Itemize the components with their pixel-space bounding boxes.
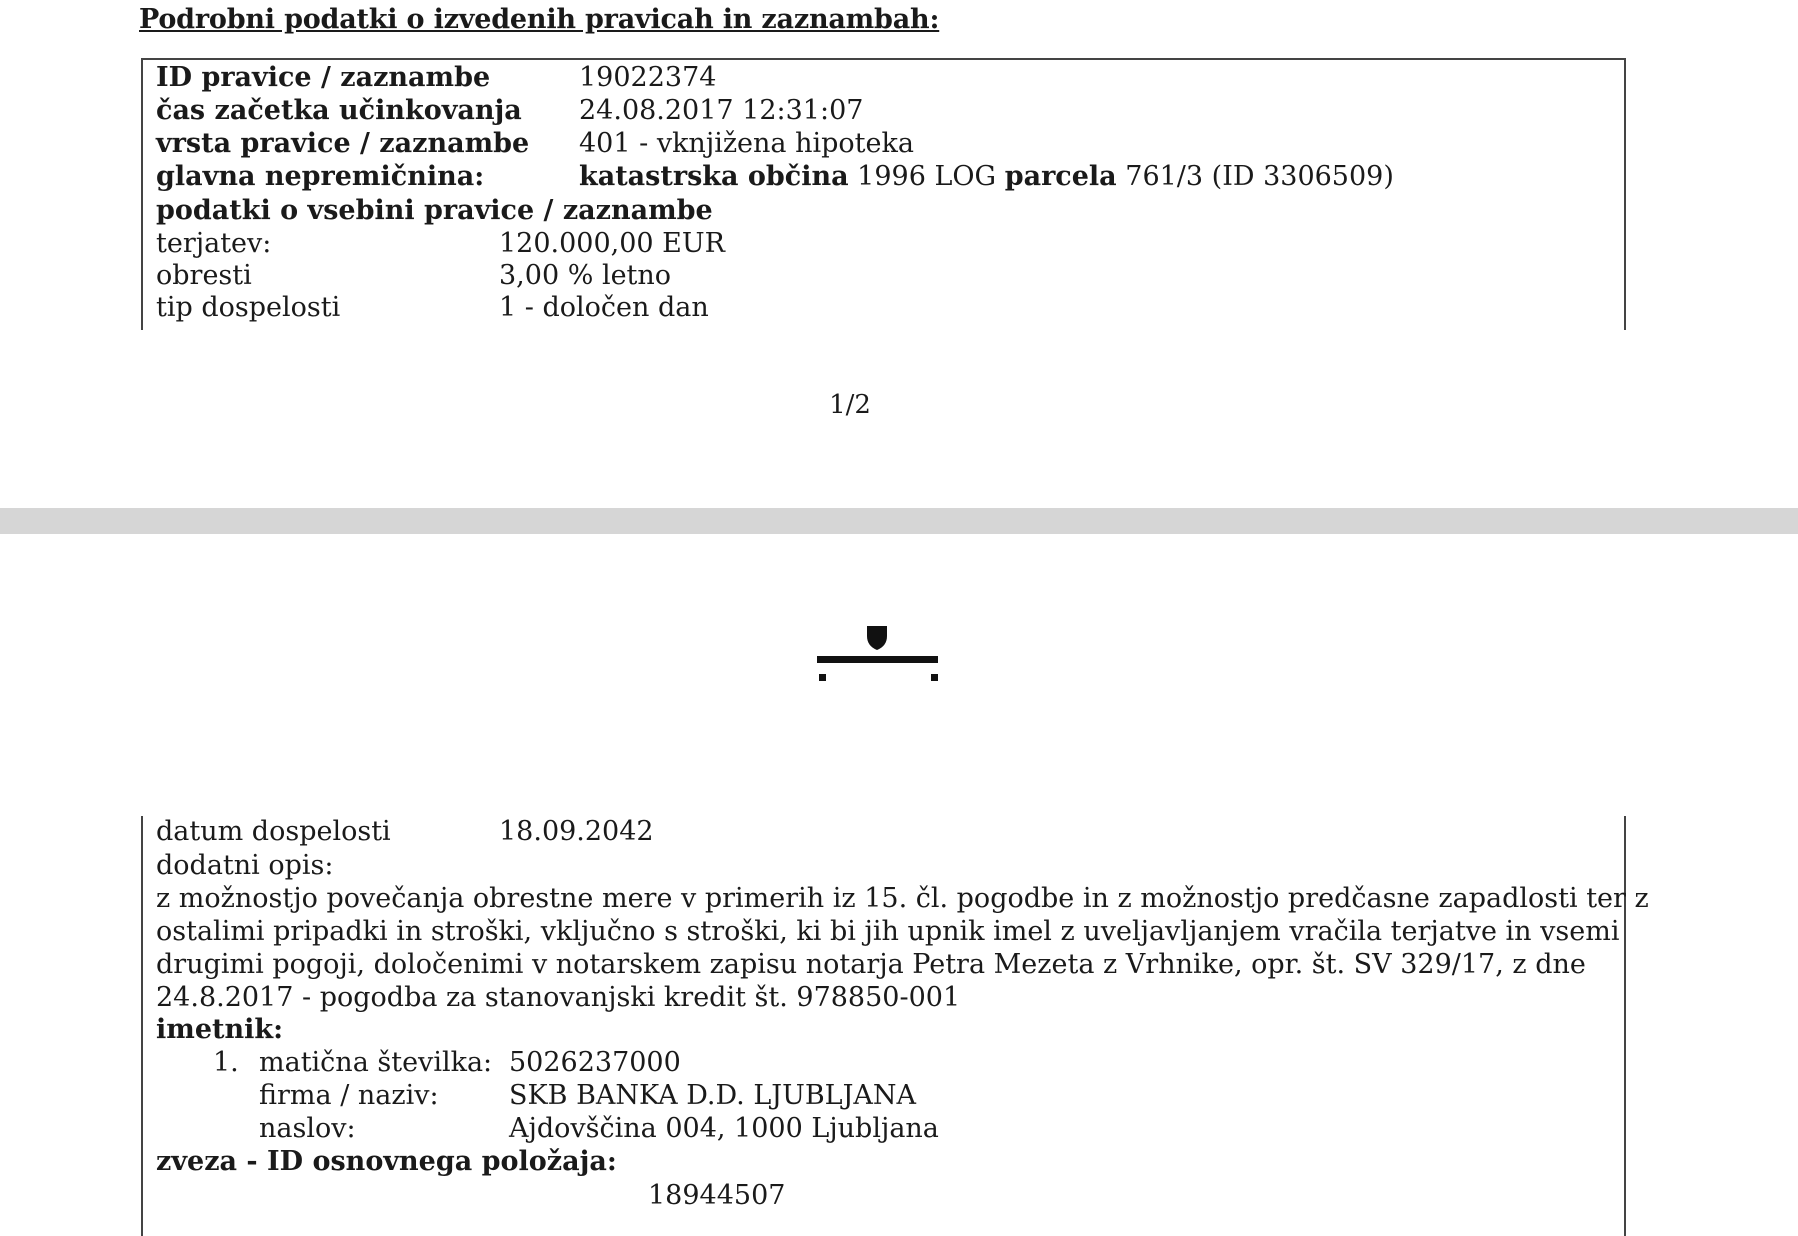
parcel-label: parcela — [1004, 161, 1117, 192]
right-type-label: vrsta pravice / zaznambe — [156, 128, 530, 159]
right-type-value: 401 - vknjižena hipoteka — [579, 128, 914, 159]
main-property-value — [579, 161, 1394, 193]
registration-number-label: matična številka: — [259, 1047, 493, 1078]
due-date-label: datum dospelosti — [156, 816, 391, 847]
holder-index: 1. — [213, 1047, 239, 1078]
extra-description-label: dodatni opis: — [156, 850, 334, 881]
right-id-value: 19022374 — [579, 62, 717, 93]
document-page-1 — [0, 0, 1790, 508]
page-separator — [0, 508, 1798, 534]
effective-time-label: čas začetka učinkovanja — [156, 95, 522, 126]
registration-number-value: 5026237000 — [509, 1047, 681, 1078]
extra-description-line: 24.8.2017 - pogodba za stanovanjski kredit št. 978850-001 — [156, 982, 961, 1013]
base-position-link-value: 18944507 — [648, 1180, 786, 1211]
company-name-value: SKB BANKA D.D. LJUBLJANA — [509, 1080, 917, 1111]
effective-time-value: 24.08.2017 12:31:07 — [579, 95, 864, 126]
holder-label: imetnik: — [156, 1014, 284, 1045]
notary-seal-icon — [815, 622, 940, 686]
right-id-label: ID pravice / zaznambe — [156, 62, 491, 93]
document-page-2 — [0, 534, 1790, 1231]
section-heading: Podrobni podatki o izvedenih pravicah in zaznambah: — [139, 4, 940, 35]
interest-value: 3,00 % letno — [499, 260, 672, 291]
maturity-type-label: tip dospelosti — [156, 292, 341, 323]
rights-detail-box-continued — [141, 816, 1649, 1236]
address-label: naslov: — [259, 1113, 356, 1144]
address-value: Ajdovščina 004, 1000 Ljubljana — [509, 1113, 939, 1144]
due-date-value: 18.09.2042 — [499, 816, 654, 847]
company-name-label: firma / naziv: — [259, 1080, 439, 1111]
maturity-type-value: 1 - določen dan — [499, 292, 709, 323]
page-number: 1/2 — [829, 390, 871, 420]
parcel-value: 761/3 (ID 3306509) — [1125, 161, 1394, 192]
rights-detail-box — [141, 58, 1626, 330]
extra-description-line: ostalimi pripadki in stroški, vključno s stroški, ki bi jih upnik imel z uveljavljanjem vračila terjatve in vsemi — [156, 916, 1620, 947]
content-heading: podatki o vsebini pravice / zaznambe — [156, 195, 713, 226]
extra-description-line: z možnostjo povečanja obrestne mere v primerih iz 15. čl. pogodbe in z možnostjo predčasne zapadlosti ter z — [156, 883, 1649, 914]
main-property-label: glavna nepremičnina: — [156, 161, 485, 192]
base-position-link-label: zveza - ID osnovnega položaja: — [156, 1146, 617, 1177]
cadastral-municipality-label: katastrska občina — [579, 161, 849, 192]
extra-description-line: drugimi pogoji, določenimi v notarskem zapisu notarja Petra Mezeta z Vrhnike, opr. št. SV 329/17, z dne — [156, 949, 1586, 980]
claim-value: 120.000,00 EUR — [499, 228, 725, 259]
cadastral-municipality-value: 1996 LOG — [857, 161, 997, 192]
claim-label: terjatev: — [156, 228, 272, 259]
interest-label: obresti — [156, 260, 252, 291]
